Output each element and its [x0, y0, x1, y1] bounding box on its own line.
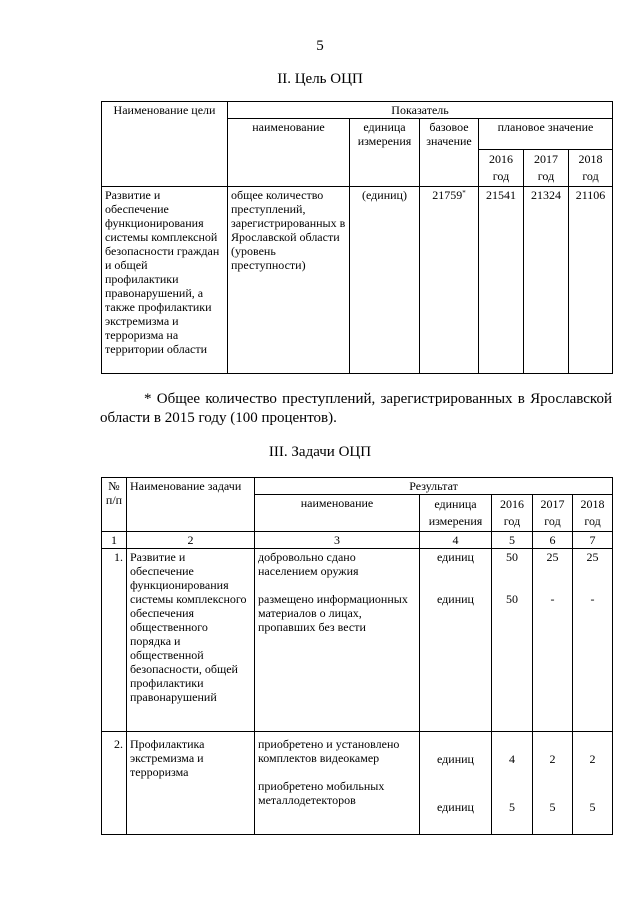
footnote: * Общее количество преступлений, зарегистрированных в Ярославской области в 2015 году (100 процентов).: [100, 391, 612, 426]
value-2017: 25: [546, 550, 559, 564]
result-unit: единиц: [437, 550, 474, 564]
column-number: 5: [492, 532, 533, 549]
column-number: 7: [573, 532, 613, 549]
goal-table: [101, 101, 613, 374]
result-name: приобретено и установлено комплектов видеокамер: [258, 737, 400, 765]
table-row: [102, 187, 613, 374]
indicator-2018: 21106: [569, 187, 613, 374]
value-2018: 5: [589, 800, 596, 814]
column-number: 3: [255, 532, 420, 549]
result-unit: единиц: [437, 800, 474, 814]
result-names: [255, 549, 420, 732]
header-year-2018: 2018 год: [573, 495, 613, 532]
table-row: [102, 549, 613, 732]
header-result: Результат: [255, 478, 613, 495]
header-year-2018: 2018 год: [569, 150, 613, 187]
value-2017: 2: [549, 752, 556, 766]
result-units: [420, 732, 492, 835]
value-2017: 5: [549, 800, 556, 814]
value-2018: 25: [586, 550, 599, 564]
header-year-2016: 2016 год: [479, 150, 524, 187]
row-number: 2.: [102, 732, 127, 835]
indicator-base-cell: [420, 187, 479, 374]
task-name: Профилактика экстремизма и терроризма: [127, 732, 255, 835]
header-number: № п/п: [102, 478, 127, 532]
value-2018: -: [590, 592, 595, 606]
page-number: 5: [316, 38, 324, 54]
indicator-unit: (единиц): [350, 187, 420, 374]
result-2016: [492, 549, 533, 732]
indicator-name: общее количество преступлений, зарегистрированных в Ярославской области (уровень преступности): [228, 187, 350, 374]
column-number: 6: [533, 532, 573, 549]
table-row: [102, 732, 613, 835]
header-base-value: базовое значение: [420, 119, 479, 187]
value-2016: 50: [506, 550, 518, 564]
result-name: размещено информационных материалов о лицах, пропавших без вести: [258, 592, 408, 634]
header-year-2017: 2017 год: [533, 495, 573, 532]
result-name: приобретено мобильных металлодетекторов: [258, 779, 385, 807]
header-year-2017: 2017 год: [524, 150, 569, 187]
indicator-base: 21759: [432, 188, 463, 202]
header-indicator-name: наименование: [228, 119, 350, 187]
header-result-unit: единица измерения: [420, 495, 492, 532]
header-planned-value: плановое значение: [479, 119, 613, 150]
header-indicator: Показатель: [228, 102, 613, 119]
result-unit: единиц: [437, 592, 474, 606]
result-2017: [533, 549, 573, 732]
result-2016: [492, 732, 533, 835]
header-goal: Наименование цели: [102, 102, 228, 187]
result-2018: [573, 549, 613, 732]
indicator-2016: 21541: [479, 187, 524, 374]
result-names: [255, 732, 420, 835]
column-number: 2: [127, 532, 255, 549]
result-units: [420, 549, 492, 732]
task-name: Развитие и обеспечение функционирования системы комплексного обеспечения общественного порядка и общественной безопасности, общей профилактики правонарушений: [127, 549, 255, 732]
value-2017: -: [550, 592, 555, 606]
header-unit: единица измерения: [350, 119, 420, 187]
header-result-name: наименование: [255, 495, 420, 532]
section-3-title: III. Задачи ОЦП: [268, 444, 372, 460]
header-year-2016: 2016 год: [492, 495, 533, 532]
footnote-mark: *: [462, 189, 466, 197]
goal-name: Развитие и обеспечение функционирования системы комплексной безопасности граждан и общей профилактики правонарушений, а также профилактики экстремизма и терроризма на территории области: [102, 187, 228, 374]
row-number: 1.: [102, 549, 127, 732]
column-number: 1: [102, 532, 127, 549]
column-number: 4: [420, 532, 492, 549]
result-unit: единиц: [437, 752, 474, 766]
result-2018: [573, 732, 613, 835]
column-numbers-row: [102, 532, 613, 549]
indicator-2017: 21324: [524, 187, 569, 374]
header-task-name: Наименование задачи: [127, 478, 255, 532]
tasks-table: [101, 477, 613, 835]
result-2017: [533, 732, 573, 835]
section-2-title: II. Цель ОЦП: [277, 71, 363, 87]
value-2016: 4: [509, 752, 515, 766]
result-name: добровольно сдано населением оружия: [258, 550, 359, 578]
value-2018: 2: [589, 752, 596, 766]
value-2016: 5: [509, 800, 515, 814]
value-2016: 50: [506, 592, 518, 606]
